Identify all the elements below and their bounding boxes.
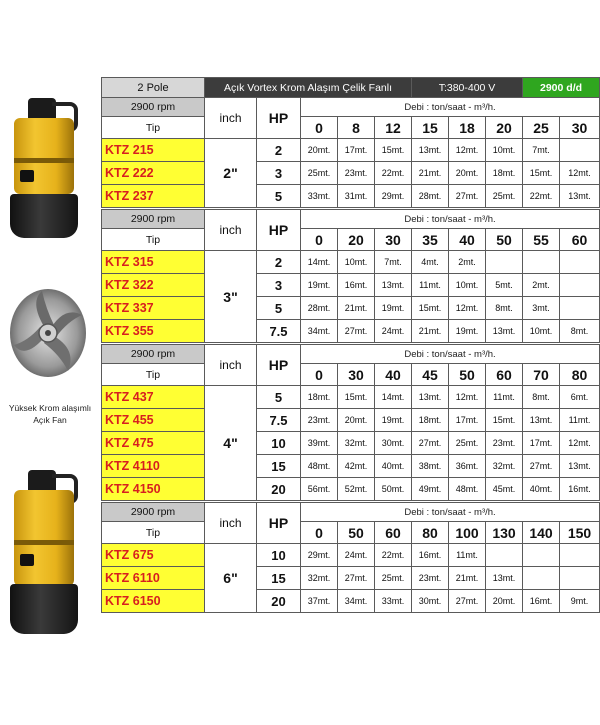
- head-value: 11mt.: [412, 274, 449, 297]
- flow-value-header: 80: [560, 364, 600, 386]
- performance-table: [101, 77, 600, 613]
- table-row: [102, 185, 600, 208]
- head-value: 17mt.: [338, 139, 375, 162]
- head-value: 21mt.: [338, 297, 375, 320]
- hp-column-header: HP: [257, 98, 301, 139]
- head-value: 9mt.: [560, 590, 600, 613]
- head-value: 2mt.: [523, 274, 560, 297]
- head-value: 29mt.: [375, 185, 412, 208]
- head-value: 22mt.: [523, 185, 560, 208]
- model-name: KTZ 315: [102, 251, 205, 274]
- hp-value: 7.5: [257, 320, 301, 343]
- head-value: 19mt.: [301, 274, 338, 297]
- hp-value: 3: [257, 162, 301, 185]
- head-value: [523, 567, 560, 590]
- fan-caption: Yüksek Krom alaşımlı Açık Fan: [8, 403, 92, 425]
- hp-column-header: HP: [257, 503, 301, 544]
- head-value: 8mt.: [560, 320, 600, 343]
- head-value: 56mt.: [301, 478, 338, 501]
- head-value: [560, 139, 600, 162]
- group-header-row: [102, 98, 600, 117]
- model-name: KTZ 6110: [102, 567, 205, 590]
- head-value: 10mt.: [338, 251, 375, 274]
- series-title: Açık Vortex Krom Alaşım Çelik Fanlı: [205, 78, 412, 98]
- flow-value-header: 35: [412, 229, 449, 251]
- head-value: 12mt.: [449, 297, 486, 320]
- head-value: 13mt.: [486, 567, 523, 590]
- head-value: 13mt.: [375, 274, 412, 297]
- table-row: [102, 409, 600, 432]
- flow-value-header: 80: [412, 522, 449, 544]
- head-value: 42mt.: [338, 455, 375, 478]
- head-value: 25mt.: [375, 567, 412, 590]
- model-name: KTZ 475: [102, 432, 205, 455]
- hp-value: 5: [257, 185, 301, 208]
- head-value: 29mt.: [301, 544, 338, 567]
- submersible-pump-image: [6, 98, 86, 248]
- head-value: 19mt.: [375, 297, 412, 320]
- head-value: 20mt.: [449, 162, 486, 185]
- rpm-label: 2900 rpm: [102, 345, 205, 364]
- head-value: 20mt.: [338, 409, 375, 432]
- head-value: [560, 251, 600, 274]
- head-value: 4mt.: [412, 251, 449, 274]
- head-value: 27mt.: [338, 567, 375, 590]
- impeller-fan-image: [8, 285, 88, 385]
- head-value: 7mt.: [375, 251, 412, 274]
- tip-label: Tip: [102, 117, 205, 139]
- table-row: [102, 139, 600, 162]
- head-value: 25mt.: [449, 432, 486, 455]
- table-row: [102, 478, 600, 501]
- head-value: [560, 544, 600, 567]
- tip-label: Tip: [102, 364, 205, 386]
- flow-value-header: 60: [375, 522, 412, 544]
- head-value: 45mt.: [486, 478, 523, 501]
- head-value: 32mt.: [338, 432, 375, 455]
- head-value: 20mt.: [301, 139, 338, 162]
- head-value: [560, 567, 600, 590]
- flow-value-header: 15: [412, 117, 449, 139]
- model-name: KTZ 675: [102, 544, 205, 567]
- head-value: 16mt.: [338, 274, 375, 297]
- head-value: 34mt.: [338, 590, 375, 613]
- flow-value-header: 30: [560, 117, 600, 139]
- table-row: [102, 386, 600, 409]
- flow-value-header: 20: [338, 229, 375, 251]
- head-value: 23mt.: [412, 567, 449, 590]
- head-value: 19mt.: [375, 409, 412, 432]
- head-value: 25mt.: [486, 185, 523, 208]
- hp-value: 15: [257, 455, 301, 478]
- head-value: 15mt.: [375, 139, 412, 162]
- model-name: KTZ 337: [102, 297, 205, 320]
- flow-unit-label: Debi : ton/saat - m³/h.: [301, 98, 600, 117]
- head-value: 18mt.: [301, 386, 338, 409]
- group-flow-row: [102, 522, 600, 544]
- head-value: 8mt.: [523, 386, 560, 409]
- head-value: 12mt.: [560, 432, 600, 455]
- pole-label: 2 Pole: [102, 78, 205, 98]
- group-header-row: [102, 345, 600, 364]
- head-value: 50mt.: [375, 478, 412, 501]
- model-name: KTZ 322: [102, 274, 205, 297]
- head-value: 28mt.: [412, 185, 449, 208]
- head-value: 13mt.: [412, 386, 449, 409]
- head-value: 20mt.: [486, 590, 523, 613]
- head-value: 11mt.: [486, 386, 523, 409]
- group-header-row: [102, 210, 600, 229]
- hp-value: 10: [257, 544, 301, 567]
- hp-value: 3: [257, 274, 301, 297]
- head-value: 10mt.: [523, 320, 560, 343]
- model-name: KTZ 4150: [102, 478, 205, 501]
- flow-value-header: 130: [486, 522, 523, 544]
- flow-value-header: 30: [375, 229, 412, 251]
- tip-label: Tip: [102, 522, 205, 544]
- flow-value-header: 8: [338, 117, 375, 139]
- head-value: [560, 297, 600, 320]
- flow-value-header: 100: [449, 522, 486, 544]
- flow-value-header: 50: [486, 229, 523, 251]
- table-row: [102, 251, 600, 274]
- head-value: 33mt.: [301, 185, 338, 208]
- group-flow-row: [102, 229, 600, 251]
- head-value: 30mt.: [375, 432, 412, 455]
- head-value: 13mt.: [560, 185, 600, 208]
- performance-table-wrap: [101, 77, 599, 613]
- head-value: 13mt.: [523, 409, 560, 432]
- head-value: 27mt.: [449, 590, 486, 613]
- hp-value: 10: [257, 432, 301, 455]
- head-value: 33mt.: [375, 590, 412, 613]
- head-value: [560, 274, 600, 297]
- head-value: 14mt.: [375, 386, 412, 409]
- model-name: KTZ 437: [102, 386, 205, 409]
- head-value: 21mt.: [449, 567, 486, 590]
- flow-value-header: 55: [523, 229, 560, 251]
- head-value: 28mt.: [301, 297, 338, 320]
- table-row: [102, 567, 600, 590]
- head-value: 10mt.: [449, 274, 486, 297]
- flow-value-header: 18: [449, 117, 486, 139]
- head-value: 27mt.: [338, 320, 375, 343]
- model-name: KTZ 4110: [102, 455, 205, 478]
- model-name: KTZ 455: [102, 409, 205, 432]
- head-value: 16mt.: [560, 478, 600, 501]
- flow-value-header: 30: [338, 364, 375, 386]
- head-value: 19mt.: [449, 320, 486, 343]
- pipe-size: 4": [205, 386, 257, 501]
- head-value: 23mt.: [301, 409, 338, 432]
- head-value: 21mt.: [412, 162, 449, 185]
- model-name: KTZ 6150: [102, 590, 205, 613]
- head-value: 32mt.: [301, 567, 338, 590]
- head-value: 27mt.: [449, 185, 486, 208]
- head-value: 17mt.: [523, 432, 560, 455]
- head-value: 36mt.: [449, 455, 486, 478]
- pipe-size: 2": [205, 139, 257, 208]
- head-value: 32mt.: [486, 455, 523, 478]
- head-value: 11mt.: [560, 409, 600, 432]
- head-value: 13mt.: [412, 139, 449, 162]
- head-value: 34mt.: [301, 320, 338, 343]
- head-value: 12mt.: [449, 386, 486, 409]
- head-value: [486, 251, 523, 274]
- head-value: 14mt.: [301, 251, 338, 274]
- pipe-size: 6": [205, 544, 257, 613]
- flow-value-header: 60: [486, 364, 523, 386]
- inch-column-header: inch: [205, 210, 257, 251]
- rpm-label: 2900 rpm: [102, 503, 205, 522]
- voltage-label: T:380-400 V: [412, 78, 523, 98]
- pipe-size: 3": [205, 251, 257, 343]
- head-value: [523, 251, 560, 274]
- flow-value-header: 12: [375, 117, 412, 139]
- head-value: 24mt.: [338, 544, 375, 567]
- head-value: 23mt.: [486, 432, 523, 455]
- head-value: 30mt.: [412, 590, 449, 613]
- inch-column-header: inch: [205, 98, 257, 139]
- header-row: [102, 78, 600, 98]
- product-images: [0, 0, 100, 725]
- head-value: 18mt.: [486, 162, 523, 185]
- table-row: [102, 297, 600, 320]
- head-value: 6mt.: [560, 386, 600, 409]
- head-value: 5mt.: [486, 274, 523, 297]
- head-value: 15mt.: [523, 162, 560, 185]
- table-row: [102, 274, 600, 297]
- head-value: 8mt.: [486, 297, 523, 320]
- flow-value-header: 50: [338, 522, 375, 544]
- flow-value-header: 50: [449, 364, 486, 386]
- group-flow-row: [102, 117, 600, 139]
- submersible-pump-image-2: [6, 470, 86, 640]
- head-value: 27mt.: [412, 432, 449, 455]
- head-value: 23mt.: [338, 162, 375, 185]
- table-row: [102, 432, 600, 455]
- hp-value: 2: [257, 251, 301, 274]
- group-flow-row: [102, 364, 600, 386]
- head-value: 48mt.: [449, 478, 486, 501]
- head-value: 17mt.: [449, 409, 486, 432]
- flow-value-header: 70: [523, 364, 560, 386]
- head-value: 11mt.: [449, 544, 486, 567]
- model-name: KTZ 237: [102, 185, 205, 208]
- tip-label: Tip: [102, 229, 205, 251]
- head-value: 22mt.: [375, 544, 412, 567]
- hp-value: 7.5: [257, 409, 301, 432]
- head-value: 52mt.: [338, 478, 375, 501]
- frequency-label: 2900 d/d: [523, 78, 600, 98]
- head-value: 18mt.: [412, 409, 449, 432]
- head-value: 13mt.: [486, 320, 523, 343]
- flow-value-header: 45: [412, 364, 449, 386]
- flow-value-header: 150: [560, 522, 600, 544]
- head-value: 15mt.: [412, 297, 449, 320]
- model-name: KTZ 215: [102, 139, 205, 162]
- table-row: [102, 455, 600, 478]
- model-name: KTZ 222: [102, 162, 205, 185]
- table-row: [102, 590, 600, 613]
- head-value: 16mt.: [412, 544, 449, 567]
- flow-unit-label: Debi : ton/saat - m³/h.: [301, 210, 600, 229]
- head-value: 40mt.: [523, 478, 560, 501]
- flow-value-header: 60: [560, 229, 600, 251]
- hp-value: 5: [257, 297, 301, 320]
- head-value: 15mt.: [338, 386, 375, 409]
- head-value: 37mt.: [301, 590, 338, 613]
- head-value: 22mt.: [375, 162, 412, 185]
- flow-value-header: 40: [375, 364, 412, 386]
- head-value: 15mt.: [486, 409, 523, 432]
- head-value: 49mt.: [412, 478, 449, 501]
- hp-value: 20: [257, 478, 301, 501]
- inch-column-header: inch: [205, 345, 257, 386]
- table-row: [102, 162, 600, 185]
- head-value: 16mt.: [523, 590, 560, 613]
- head-value: 40mt.: [375, 455, 412, 478]
- head-value: 13mt.: [560, 455, 600, 478]
- table-row: [102, 320, 600, 343]
- hp-column-header: HP: [257, 345, 301, 386]
- hp-column-header: HP: [257, 210, 301, 251]
- head-value: 25mt.: [301, 162, 338, 185]
- model-name: KTZ 355: [102, 320, 205, 343]
- rpm-label: 2900 rpm: [102, 210, 205, 229]
- flow-value-header: 0: [301, 117, 338, 139]
- flow-value-header: 0: [301, 229, 338, 251]
- flow-unit-label: Debi : ton/saat - m³/h.: [301, 503, 600, 522]
- hp-value: 15: [257, 567, 301, 590]
- head-value: 27mt.: [523, 455, 560, 478]
- head-value: [523, 544, 560, 567]
- head-value: 2mt.: [449, 251, 486, 274]
- flow-value-header: 20: [486, 117, 523, 139]
- rpm-label: 2900 rpm: [102, 98, 205, 117]
- head-value: 48mt.: [301, 455, 338, 478]
- head-value: 10mt.: [486, 139, 523, 162]
- group-header-row: [102, 503, 600, 522]
- inch-column-header: inch: [205, 503, 257, 544]
- head-value: 12mt.: [449, 139, 486, 162]
- flow-value-header: 40: [449, 229, 486, 251]
- head-value: 21mt.: [412, 320, 449, 343]
- head-value: 39mt.: [301, 432, 338, 455]
- flow-value-header: 0: [301, 522, 338, 544]
- hp-value: 20: [257, 590, 301, 613]
- head-value: 31mt.: [338, 185, 375, 208]
- head-value: 7mt.: [523, 139, 560, 162]
- hp-value: 2: [257, 139, 301, 162]
- head-value: 38mt.: [412, 455, 449, 478]
- head-value: 3mt.: [523, 297, 560, 320]
- flow-unit-label: Debi : ton/saat - m³/h.: [301, 345, 600, 364]
- flow-value-header: 25: [523, 117, 560, 139]
- hp-value: 5: [257, 386, 301, 409]
- flow-value-header: 0: [301, 364, 338, 386]
- head-value: [486, 544, 523, 567]
- table-row: [102, 544, 600, 567]
- flow-value-header: 140: [523, 522, 560, 544]
- head-value: 12mt.: [560, 162, 600, 185]
- head-value: 24mt.: [375, 320, 412, 343]
